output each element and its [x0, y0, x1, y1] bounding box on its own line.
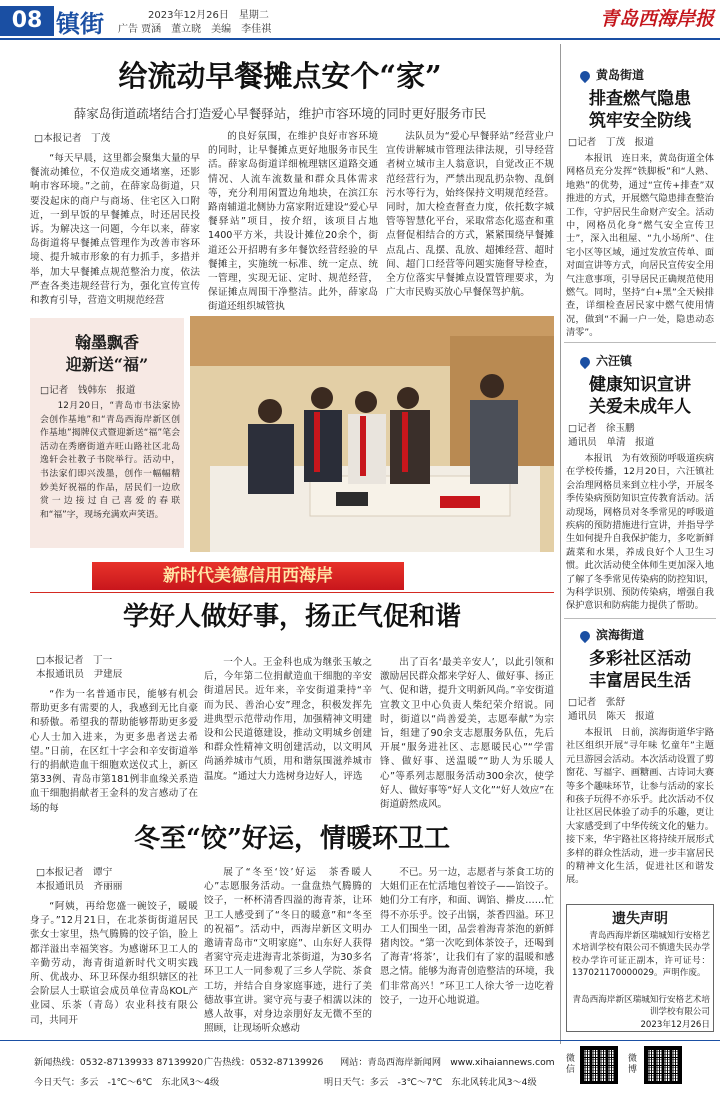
issue-date: 2023年12月26日 星期二: [148, 10, 269, 21]
weibo-qr-code[interactable]: [644, 1046, 682, 1084]
right-s2-text: 本报讯 为有效预防呼吸道疾病在学校传播，12月20日，六汪镇社会治理网格员来到立柱小学，开展冬季传染病预防知识宣传教育活动。活动现场，网格员对冬季常见的呼吸道疾病的预防措施进行宣讲，并指导学生如何提升自我保护能力，多吃新鲜蔬菜和水果，养成良好个人卫生习惯。此次活动使全体师生更加深入地了解了冬季常见传染病的防控知识，为科学识别、预防传染病，增强自我保护意识和防病能力提供了帮助。: [566, 453, 714, 612]
location-pin-icon: [578, 68, 592, 82]
right-s3-place: 滨海街道: [580, 626, 644, 643]
right-divider-1: [564, 342, 716, 343]
right-s2-byline-1: □记者 徐玉鹏: [568, 423, 635, 434]
section-banner: 新时代美德信用西海岸: [92, 562, 404, 590]
right-divider-2: [564, 618, 716, 619]
right-s1-byline: □记者 丁茂 报道: [568, 137, 654, 148]
photo-story-title: 翰墨飘香 迎新送“福”: [65, 333, 149, 374]
article2-col-2: 一个人。王金科也成为继张玉敏之后，今年第二位捐献造血干细胞的辛安街道居民。近年来，辛安街道秉持“辛而为民、善治心安”理念，积极发挥先进典型示范带动作用，加强精神文明建设和公民道德建设，推动文明城乡创建和群众性精神文明创建活动，以文明风尚涵养城市气质，用和谐氛围滋养城市温度。“通过大力选树身边好人，评选: [204, 657, 372, 782]
section-name: 镇街: [56, 10, 104, 38]
footer-qr2-label: 微博: [628, 1054, 638, 1075]
lead-col-3: 法队员为“爱心早餐驿站”经营业户宣传讲解城市管理法律法规，引导经营者树立城市主人翁意识，自觉改正不规范经营行为，严禁出现乱扔杂物、乱倒污水等行为，始终保持文明规范经营。同时，加大检查督查力度，依托数字城管等智慧化平台，采取常态化巡查和重点督促相结合的方式，紧紧围绕早餐摊点乱占、乱摆、乱放、超摊经营、超时间、超门口经营等问题实施督导检查，全方位落实早餐摊点设置管理要求，为广大市民购买放心早餐保驾护航。: [386, 131, 554, 299]
footer-weather-today: 今日天气：多云 -1℃～6℃ 东北风3～4级: [34, 1077, 220, 1088]
photo-story-byline: □记者 钱韩东 报道: [40, 385, 136, 396]
footer-ad-hotline: 广告热线：0532-87139926: [204, 1057, 324, 1068]
lead-title: 给流动早餐摊点安个“家”: [118, 59, 442, 93]
right-s3-text: 本报讯 日前，滨海街道华宇路社区组织开展“寻年味 忆童年”主题元旦游园会活动。本次活动设置了剪窗花、写福字、画糖画、古诗词大赛等多个趣味环节，让参与活动的家长和孩子玩得不亦乐乎。此次活动不仅让社区居民体验了动手的乐趣，更让大家感受到了中华传统文化的魅力。接下来，华宇路社区将持续开展形式多样的群众性活动，进一步丰富居民的精神文化生活，促进社区和谐发展。: [566, 727, 714, 886]
article3-col-2: 展了“冬至‘饺’好运 茶香暖人心”志愿服务活动。一盘盘热气腾腾的饺子，一杯杯清香四溢的海青茶，让环卫工人感受到了“冬日的暖意”和“冬至的祝福”。活动中，西海岸新区文明办邀请青岛市“文明家庭”、山东好人获得者窦守亮走进海青北茶街道，为30多名环卫工人一同参观了三乡人学院、茶食工坊，并结合自身家庭事迹，进行了美德故事宣讲。窦守亮与妻子相濡以沫的感人故事，对身边亲朋好友无微不至的照顾，让现场听众感动: [204, 867, 372, 1035]
article2-byline-1: □本报记者 丁一: [36, 655, 113, 666]
footer-website: 网站：青岛西海岸新闻网 www.xihaiannews.com: [340, 1057, 555, 1068]
article3-byline-2: 本报通讯员 齐丽丽: [36, 881, 123, 892]
wechat-qr-code[interactable]: [580, 1046, 618, 1084]
location-pin-icon: [578, 628, 592, 642]
right-s3-byline-1: □记者 张舒: [568, 697, 626, 708]
photo-story-text: 12月20日，“青岛市书法家协会创作基地”和“青岛西海岸新区创作基地”揭牌仪式暨迎新送“福”笔会活动在秀磨街道卉旺山路社区北岛逸轩会社教子书院举行。活动中，书法家们即兴泼墨，创作一幅幅精妙美好祝福的作品，居民们一边欣赏一边接过自己喜爱的春联和“福”字，现场充满欢声笑语。: [40, 401, 180, 520]
footer-news-hotline: 新闻热线：0532-87139933 87139920: [34, 1057, 204, 1068]
article3-col-3: 不已。另一边，志愿者与茶食工坊的大姐们正在忙活地包着饺子——馅饺子。她们分工有序，和面、调馅、擀皮……忙得不亦乐乎。饺子出锅，茶香四溢。环卫工人们围坐一团，品尝着海青茶泡的新鲜猪肉饺。“第一次吃到体茶饺子，还喝到了海青‘将茶’，让我们有了家的温暖和感恩之情。能够为海青创造整洁的环境，我们非常高兴！”环卫工人徐大爷一边吃着饺子，一边开心地说道。: [380, 867, 554, 1006]
column-divider: [560, 44, 561, 1044]
footer-weather-tomorrow: 明日天气：多云 -3℃～7℃ 东北风转北风3～4级: [324, 1077, 537, 1088]
footer-qr1-label: 微信: [566, 1054, 576, 1075]
lost-notice-signer: 青岛西海岸新区瑞城知行安格艺术培训学校有限公司: [572, 995, 710, 1018]
right-s2-title: 健康知识宣讲 关爱未成年人: [589, 375, 691, 417]
page-number: 08: [0, 6, 54, 36]
lost-notice-text: 青岛西海岸新区瑞城知行安格艺术培训学校有限公司不慎遗失民办学校办学许可证正副本，许可证号：137021170000029。声明作废。: [572, 931, 710, 979]
lead-col-2: 的良好氛围，在维护良好市容环境的同时，让早餐摊点更好地服务市民生活。薛家岛街道详细梳理辖区道路交通情况、人流车流数量和群众具体需求等，充分利用闲置边角地块，在滨江东路南辅道北侧协力富家附近建设“爱心早餐驿站”项目，按介绍，该项目占地1400平方米，共设计摊位20余个，街道还公开招聘有多年餐饮经营经验的早餐摊主，实施统一标准、统一定点、统一管理，实现无证、定时、规范经营，保证摊点周围干净整洁。此外，薛家岛街道还组织城管执: [208, 131, 378, 313]
right-s1-title: 排查燃气隐患 筑牢安全防线: [589, 89, 691, 131]
footer-rule: [0, 1040, 720, 1041]
staff-credits: 广告 贾涵 董立晓 美编 李佳祺: [118, 24, 272, 35]
right-s2-byline-2: 通讯员 单清 报道: [568, 437, 655, 448]
article3-byline-1: □本报记者 谭宁: [36, 867, 113, 878]
right-s3-byline-2: 通讯员 陈天 报道: [568, 711, 655, 722]
article2-title: 学好人做好事，扬正气促和谐: [122, 602, 461, 632]
article2-byline-2: 本报通讯员 尹建辰: [36, 669, 123, 680]
right-s2-place: 六汪镇: [580, 352, 632, 369]
article2-col-3: 出了百名‘最美辛安人’，以此引领和激励居民群众都来学好人、做好事、扬正气、促和谐，提升文明新风尚。”辛安街道宣教文卫中心负责人柴纪荣介绍说。同时，街道以“尚善爱美，志愿奉献”为宗旨，组建了90余支志愿服务队伍，先后开展“服务进社区、志愿暖民心”“学雷锋、做好事、送温暖”“助人为乐暖人心”等系列志愿服务活动300余次，使学好人、做好事等“好人文化”“好人效应”在街道蔚然成风。: [380, 657, 554, 811]
article3-col-1: “阿姨，再给您盛一碗饺子，暖暖身子。”12月21日，在北茶街街道居民张女士家里，热气腾腾的饺子馅，脸上都洋溢出幸福笑容。为感谢环卫工人的辛勤劳动，海青街道新时代文明实践所、优战办、环卫环保办组织辖区的社会阶层人士联谊会成员单位青岛KOL产业园、乐茶（青岛）农业科技有限公司，共同开: [30, 901, 198, 1026]
paper-logo: 青岛西海岸报: [599, 8, 714, 30]
location-pin-icon: [578, 354, 592, 368]
right-s1-place: 黄岛街道: [580, 66, 644, 83]
article2-col-1: “作为一名普通市民，能够有机会帮助更多有需要的人，我感到无比自豪和骄傲。希望我的帮助能够帮助更多爱心人士加入进来，为更多患者送去希望。”日前，在区红十字会和辛安街道举行的捐献造血干细胞欢送仪式上，新区第33例、青岛市第181例非血缘关系造血干细胞捐献者王金科的发言感动了在场的每: [30, 689, 198, 814]
lead-subtitle: 薛家岛街道疏堵结合打造爱心早餐驿站，维护市容环境的同时更好服务市民: [73, 106, 487, 121]
lost-notice-title: 遗失声明: [612, 911, 668, 927]
lead-col-1: “每天早晨，这里都会聚集大量的早餐流动摊位，不仅造成交通堵塞，还影响市容环境。”之前，在薛家岛街道，只要没起床的商户与商场、住宅区入口附近，一到早饭的早餐摊点，时还居民投诉。为解决这一问题，今年以来，薛家岛街道将早餐摊点管理作为改善市容环境、提升城市形象的有力抓手，多措并举，加大早餐摊点规范整治力度，依法严查各类违规经营行为，强化宣传宣传和教育引导，营造文明规范经营: [30, 153, 200, 307]
article3-title: 冬至“饺”好运，情暖环卫工: [134, 824, 450, 854]
calligraphy-photo: [190, 316, 554, 552]
lead-byline: □本报记者 丁茂: [34, 133, 111, 144]
lost-notice-date: 2023年12月26日: [640, 1020, 710, 1030]
right-s1-text: 本报讯 连日来，黄岛街道全体网格员充分发挥“铁脚板”和“人熟、地熟”的优势，通过“宣传+排查”双推进的方式，开展燃气隐患排查整治工作，守护居民生命财产安全。活动中，网格员化身“燃气安全宣传卫士”，深入出租屋、“九小场所”、住宅小区等区域，通过发放宣传单、面对面宣讲等方式，向居民宣传安全用气注意事项，引导居民正确规范使用燃气。同时，坚持“白+黑”全天候排查，详细检查居民家中燃气使用情况，做到“不漏一户一处，隐患动态清零”。: [566, 153, 714, 339]
banner-rule: [30, 592, 554, 593]
header-rule: [0, 38, 720, 40]
right-s3-title: 多彩社区活动 丰富居民生活: [589, 649, 691, 691]
